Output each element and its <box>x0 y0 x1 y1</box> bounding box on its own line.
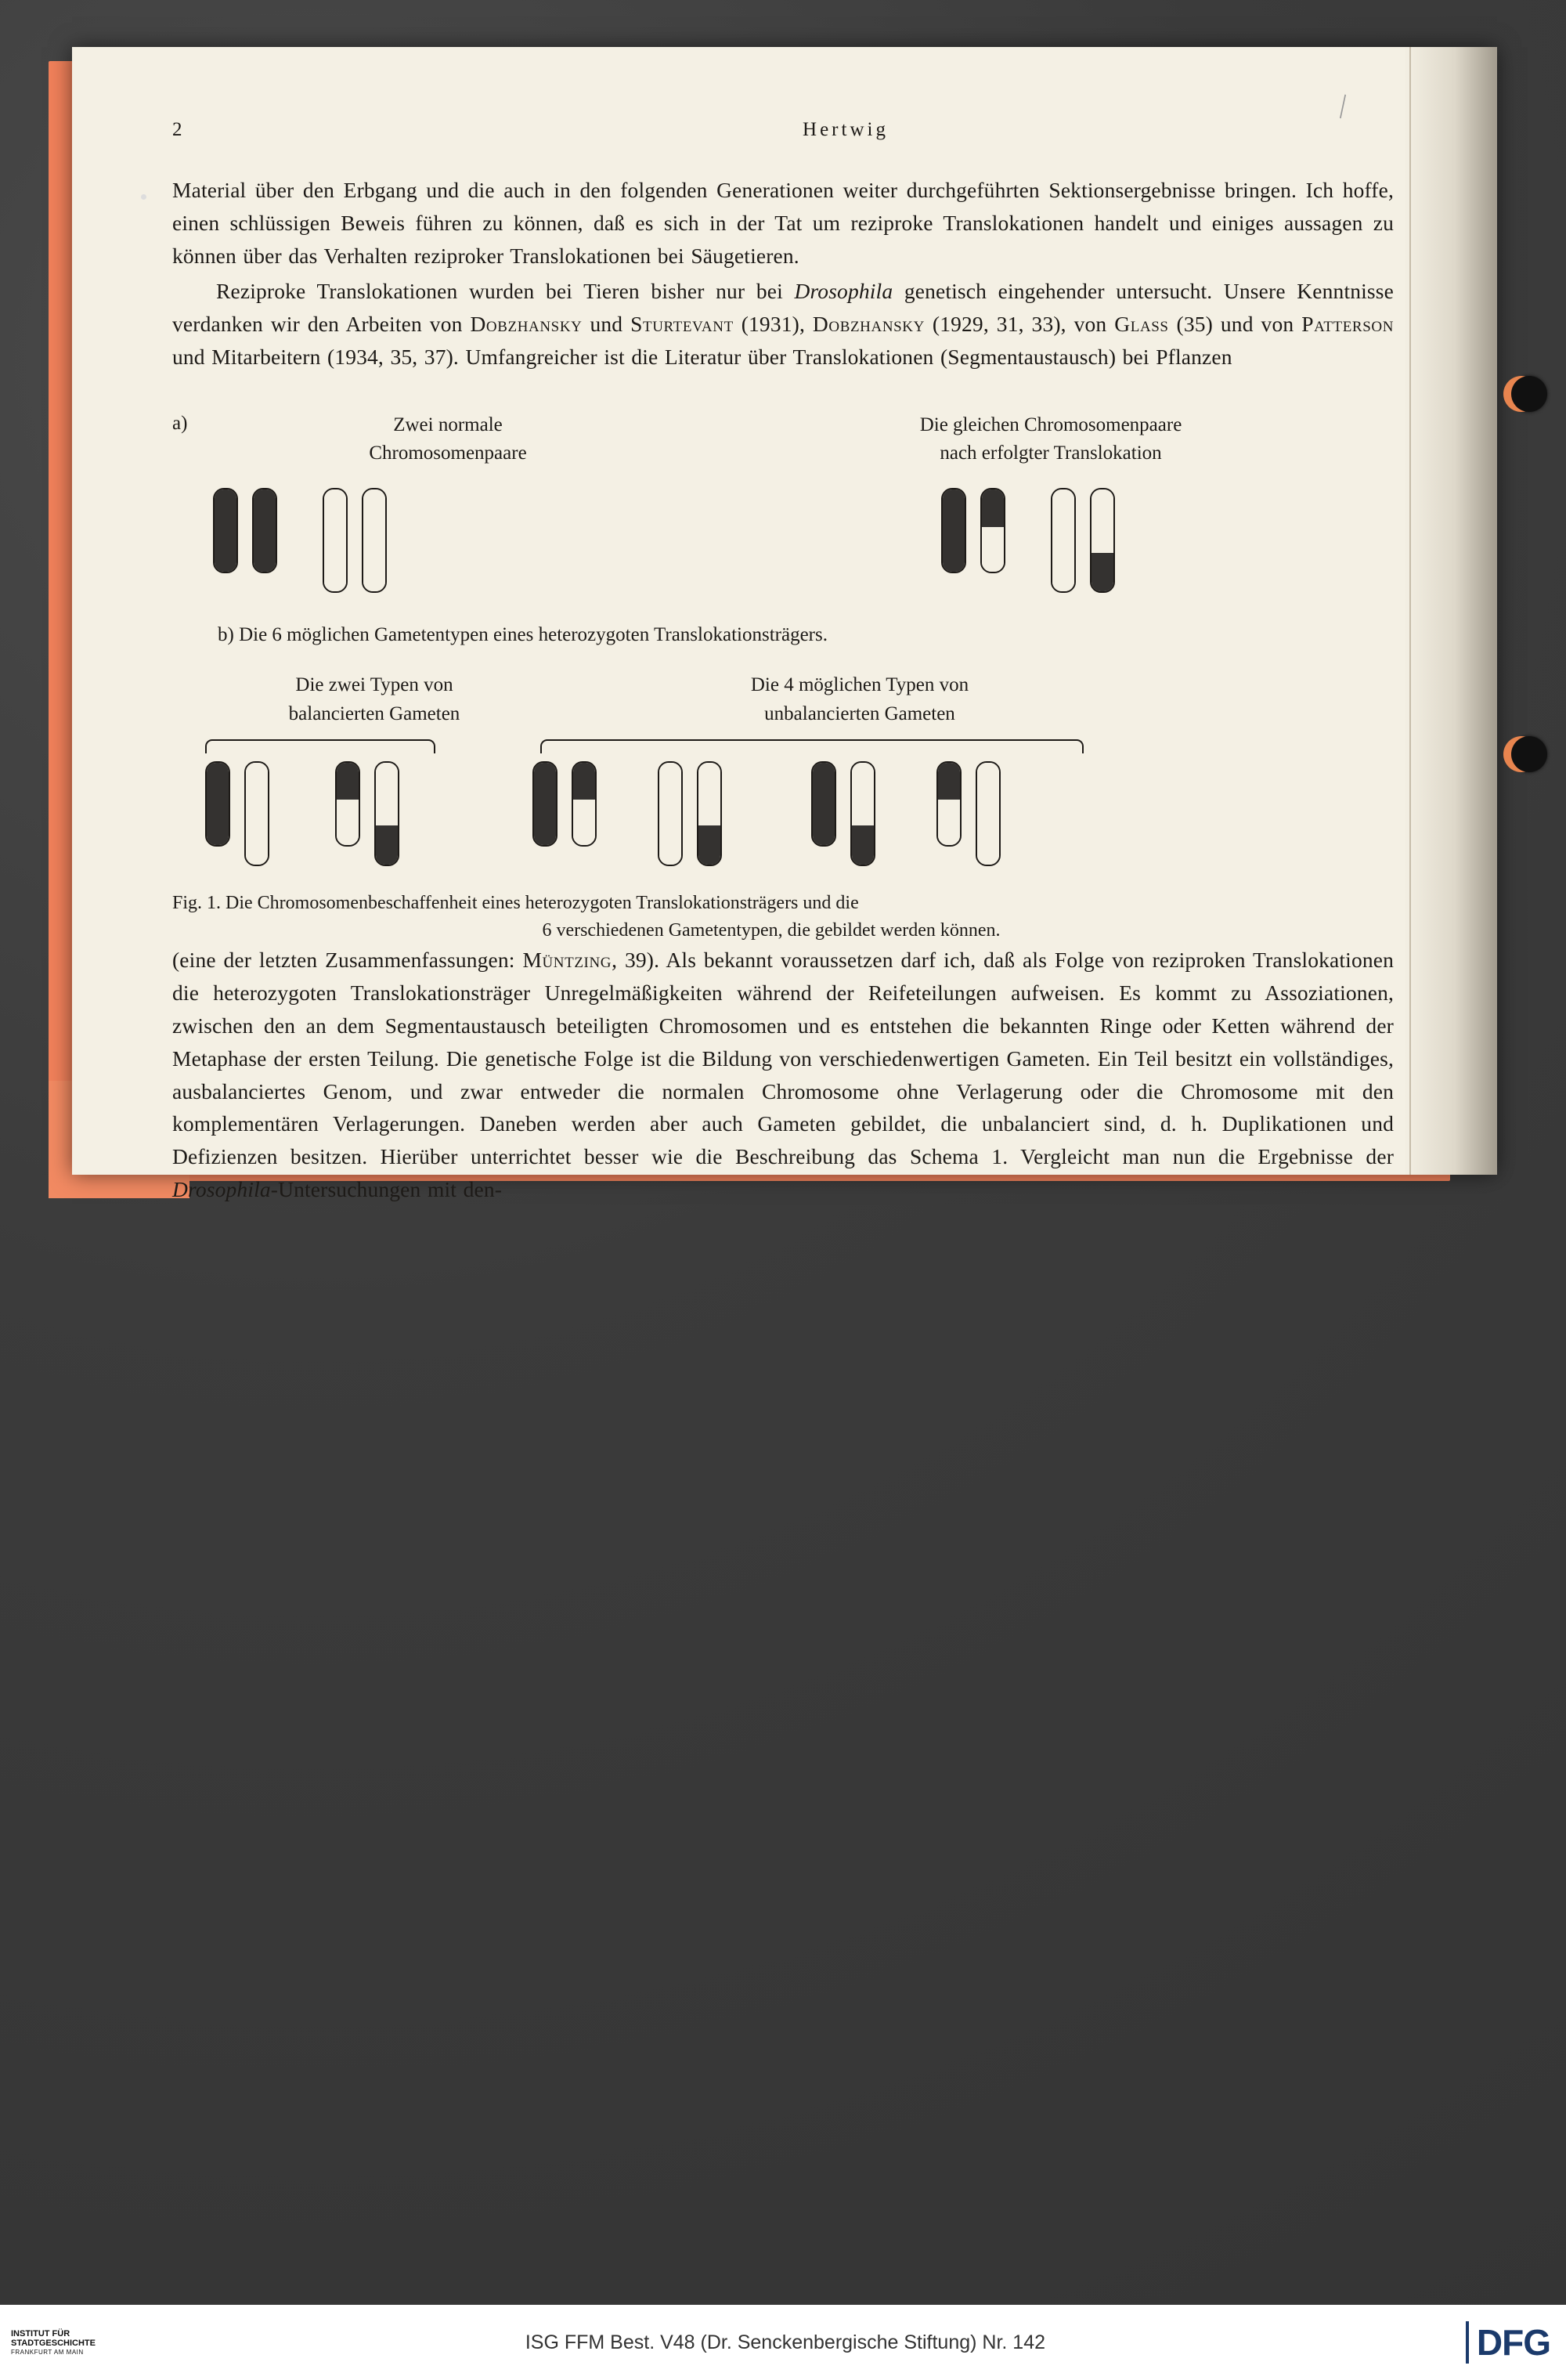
figure-heading-normal-line2: Chromosomenpaare <box>369 442 527 464</box>
chromosome-segment <box>943 489 965 572</box>
page-edge-line <box>1409 47 1411 1175</box>
chromosome-bar <box>941 488 966 573</box>
chromosome-bar <box>374 761 399 866</box>
p2-part3: und <box>582 312 631 337</box>
p2-sc-sturtevant: Sturtevant <box>630 312 734 337</box>
paragraph-2 <box>172 275 1394 373</box>
chromosome-bar <box>572 761 597 847</box>
figure-heading-unbalanced-line1: Die 4 möglichen Typen von <box>750 674 969 696</box>
figure-heading-normal <box>213 411 683 468</box>
chromosome-segment <box>938 763 960 800</box>
figure-part-b-label: b) Die 6 möglichen Gametentypen eines heterozygoten Translokationsträgers. <box>218 624 828 646</box>
gamete-unbalanced <box>936 761 1015 866</box>
p2-sc-dobzhansky-2: Dobzhansky <box>812 312 925 337</box>
chromosome-segment <box>977 763 999 865</box>
figure-1 <box>172 411 1394 944</box>
chromosome-segment <box>337 763 359 800</box>
chromosome-group-normal <box>213 488 683 593</box>
chromosome-bar <box>811 761 836 847</box>
figure-caption <box>172 890 1394 944</box>
chromosome-bar <box>323 488 348 593</box>
chromosome-segment <box>1092 553 1113 591</box>
figure-heading-unbalanced <box>656 671 1063 728</box>
p2-sc-glass: Glass <box>1114 312 1169 337</box>
chromosome-bar <box>532 761 557 847</box>
chromosome-segment <box>852 763 874 826</box>
p3-italic-drosophila: Drosophila <box>172 1176 271 1201</box>
chromosome-bar <box>850 761 875 866</box>
chromosome-bar <box>1051 488 1076 593</box>
figure-heading-translocated <box>800 411 1301 468</box>
chromosome-segment <box>376 825 398 864</box>
isg-logo-line1: INSTITUT FÜR <box>11 2328 70 2338</box>
paper-speck <box>141 194 146 200</box>
page-content <box>172 119 1394 1206</box>
brace-unbalanced <box>540 739 1084 753</box>
scan-footer-bar <box>0 2305 1566 2380</box>
chromosome-segment <box>698 763 720 826</box>
figure-part-a-headings <box>172 411 1394 468</box>
figure-part-a-label: a) <box>172 412 188 434</box>
chromosome-segment <box>982 489 1004 526</box>
p2-sc-dobzhansky: Dobzhansky <box>470 312 583 337</box>
chromosome-group-translocated <box>941 488 1129 593</box>
p2-part4: (1931), <box>733 312 813 337</box>
isg-logo <box>11 2329 105 2356</box>
brace-balanced <box>205 739 435 753</box>
gamete-balanced <box>335 761 413 866</box>
running-head <box>172 119 1394 141</box>
figure-part-b-artwork <box>172 761 1394 866</box>
chromosome-bar <box>1090 488 1115 593</box>
chromosome-segment <box>938 800 960 845</box>
archive-reference-text: ISG FFM Best. V48 (Dr. Senckenbergische Stiftung) Nr. 142 <box>525 2331 1046 2353</box>
paragraph-1: Material über den Erbgang und die auch in den folgenden Generationen weiter durchgeführten Sektionsergebnisse bringen. Ich hoffe, einen schlüssigen Beweis führen zu können, daß es sich in der Tat um reziproke Translokationen handelt und einiges aussagen zu können über das Verhalten reziproker Translokationen bei Säugetieren. <box>172 178 1394 268</box>
isg-logo-line2: STADTGESCHICHTE <box>11 2338 96 2349</box>
chromosome-bar <box>335 761 360 847</box>
figure-braces <box>172 739 1394 755</box>
chromosome-segment <box>246 763 268 865</box>
figure-heading-balanced-line2: balancierten Gameten <box>288 702 460 724</box>
chromosome-segment <box>573 763 595 800</box>
gamete-balanced <box>205 761 283 866</box>
chromosome-bar <box>362 488 387 593</box>
chromosome-segment <box>1092 489 1113 553</box>
dfg-logo: DFG <box>1466 2321 1550 2364</box>
p2-sc-patterson: Patterson <box>1301 312 1395 337</box>
p3-sc-muentzing: Müntzing <box>522 948 612 973</box>
p2-part1: Reziproke Translokationen wurden bei Tieren bisher nur bei <box>216 279 795 304</box>
figure-part-b-headings <box>172 671 1394 728</box>
p3-part2: , 39). Als bekannt voraussetzen darf ich, daß als Folge von reziproken Translokationen die heterozygoten Translokationsträger Unregelmäßigkeiten während der Reifeteilungen aufweisen. Es kommt zu Assoziationen, zwischen den an dem Segmentaustausch beteiligten Chromosomen und es entstehen die bekannten Ringe oder Ketten während der Metaphase der ersten Teilung. Die genetische Folge ist die Bildung von verschiedenwertigen Gameten. Ein Teil besitzt ein vollständiges, ausbalanciertes Genom, und zwar entweder die normalen Chromosome ohne Verlagerung oder die Chromosome mit den komplementären Verlagerungen. Daneben werden aber auch Gameten gebildet, die unbalanciert sind, d. h. Duplikationen und Defizienzen besitzen. Hierüber unterrichtet besser wie die Beschreibung das Schema 1. Vergleicht man nun die Ergebnisse der <box>172 948 1395 1169</box>
figure-heading-balanced-line1: Die zwei Typen von <box>295 674 453 696</box>
chromosome-bar <box>980 488 1005 573</box>
binding-hole-top <box>1511 376 1547 412</box>
figure-heading-unbalanced-line2: unbalancierten Gameten <box>764 702 955 724</box>
chromosome-segment <box>207 763 229 845</box>
pencil-mark: | <box>1337 89 1349 120</box>
chromosome-bar <box>205 761 230 847</box>
chromosome-segment <box>337 800 359 845</box>
chromosome-segment <box>698 825 720 864</box>
p2-italic-drosophila: Drosophila <box>794 279 893 304</box>
p3-part3: -Untersuchungen mit den- <box>270 1176 503 1201</box>
folio-number: 2 <box>172 119 183 140</box>
book-page <box>72 47 1497 1201</box>
chromosome-bar <box>213 488 238 573</box>
chromosome-segment <box>376 763 398 826</box>
chromosome-bar <box>658 761 683 866</box>
chromosome-segment <box>254 489 276 572</box>
figure-heading-translocated-line2: nach erfolgter Translokation <box>940 442 1162 464</box>
chromosome-segment <box>534 763 556 845</box>
chromosome-bar <box>697 761 722 866</box>
figure-heading-normal-line1: Zwei normale <box>393 414 503 435</box>
chromosome-segment <box>324 489 346 591</box>
figure-part-a-artwork <box>172 488 1394 593</box>
chromosome-segment <box>659 763 681 865</box>
chromosome-segment <box>573 800 595 845</box>
chromosome-segment <box>215 489 236 572</box>
paragraph-3 <box>172 944 1394 1205</box>
p2-part5: (1929, 31, 33), von <box>924 312 1115 337</box>
chromosome-segment <box>813 763 835 845</box>
chromosome-bar <box>976 761 1001 866</box>
gamete-unbalanced <box>658 761 736 866</box>
figure-heading-translocated-line1: Die gleichen Chromosomenpaare <box>919 414 1182 435</box>
gamete-group-balanced <box>205 761 446 866</box>
gamete-unbalanced <box>811 761 889 866</box>
chromosome-segment <box>363 489 385 591</box>
chromosome-bar <box>244 761 269 866</box>
p2-part7: und Mitarbeitern (1934, 35, 37). Umfangreicher ist die Literatur über Translokationen (Segmentaustausch) bei Pflanzen <box>172 344 1232 369</box>
figure-caption-line2: 6 verschiedenen Gametentypen, die gebildet werden können. <box>542 919 1001 941</box>
chromosome-bar <box>936 761 962 847</box>
binding-hole-bottom <box>1511 736 1547 772</box>
chromosome-bar <box>252 488 277 573</box>
gamete-group-unbalanced <box>532 761 1062 866</box>
chromosome-segment <box>852 825 874 864</box>
chromosome-segment <box>982 527 1004 572</box>
figure-heading-balanced <box>210 671 539 728</box>
binding-gutter-shadow <box>1403 47 1497 1175</box>
p2-part2: genetisch eingehender untersucht. Unsere Kenntnisse verdanken wir den Arbeiten von <box>172 279 1394 337</box>
isg-logo-line3: FRANKFURT AM MAIN <box>11 2349 84 2357</box>
running-title: Hertwig <box>803 119 889 140</box>
figure-caption-line1: Fig. 1. Die Chromosomenbeschaffenheit eines heterozygoten Translokationsträgers und die <box>172 892 859 913</box>
p2-part6: (35) und von <box>1168 312 1302 337</box>
chromosome-segment <box>1052 489 1074 591</box>
gamete-unbalanced <box>532 761 611 866</box>
p3-part1: (eine der letzten Zusammenfassungen: <box>172 948 523 973</box>
